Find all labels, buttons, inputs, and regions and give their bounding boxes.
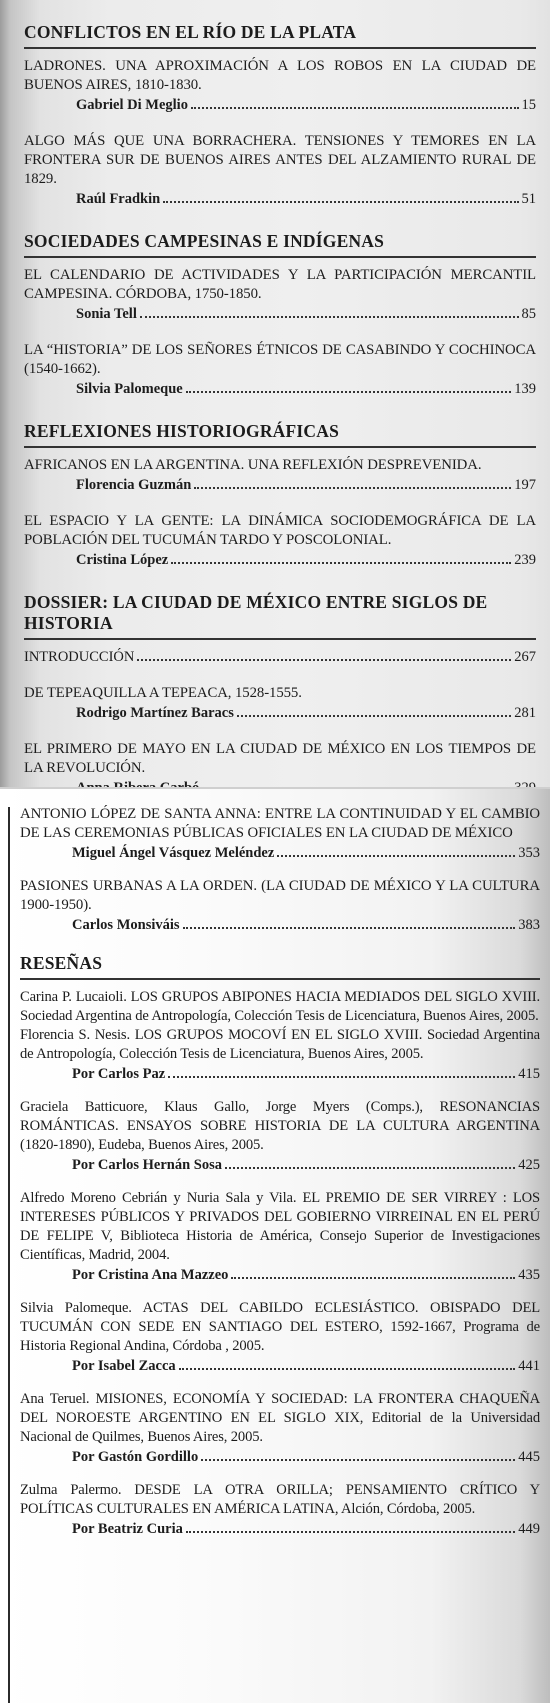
review-author: Por Gastón Gordillo — [72, 1449, 199, 1465]
toc-entry — [24, 132, 536, 209]
review-citation: Carina P. Lucaioli. LOS GRUPOS ABIPONES HACIA MEDIADOS DEL SIGLO XVIII. Sociedad Argentina de Antropología, Colección Tesis de Licenciatura, Buenos Aires, 2005. — [20, 989, 540, 1024]
entry-title: PASIONES URBANAS A LA ORDEN. (LA CIUDAD DE MÉXICO Y LA CULTURA 1900-1950). — [20, 878, 540, 913]
review-citation: Florencia S. Nesis. LOS GRUPOS MOCOVÍ EN EL SIGLO XVIII. Sociedad Argentina de Antropología, Colección Tesis de Licenciatura, Buenos Aires, 2005. — [20, 1027, 540, 1062]
entry-author: Gabriel Di Meglio — [76, 97, 188, 113]
dot-leader — [163, 201, 518, 203]
toc-page-top — [0, 0, 550, 787]
dot-leader — [231, 1277, 515, 1279]
page-number: 15 — [521, 97, 536, 113]
review-author: Por Isabel Zacca — [72, 1358, 176, 1374]
toc-entry — [24, 684, 536, 723]
review-entry — [20, 988, 540, 1084]
entry-author: Miguel Ángel Vásquez Meléndez — [72, 845, 275, 861]
toc-entry — [20, 877, 540, 935]
toc-entry — [24, 57, 536, 115]
review-citation: Alfredo Moreno Cebrián y Nuria Sala y Vila. EL PREMIO DE SER VIRREY : LOS INTERESES PÚBLICOS Y PRIVADOS DEL GOBIERNO VIRREINAL EN EL PERÚ DE FELIPE V, Biblioteca Historia de América, Consejo Superior de Investigaciones Científicas, Madrid, 2004. — [20, 1190, 540, 1263]
review-citation: Zulma Palermo. DESDE LA OTRA ORILLA; PENSAMIENTO CRÍTICO Y POLÍTICAS CULTURALES EN AMÉRICA LATINA, Alción, Córdoba, 2005. — [20, 1482, 540, 1517]
dot-leader — [179, 1368, 516, 1370]
review-citation: Ana Teruel. MISIONES, ECONOMÍA Y SOCIEDAD: LA FRONTERA CHAQUEÑA DEL NOROESTE ARGENTINO EN EL SIGLO XIX, Editorial de la Universidad Nacional de Quilmes, Buenos Aires, 2005. — [20, 1391, 540, 1445]
toc-page-bottom — [0, 787, 550, 1703]
entry-author: Sonia Tell — [76, 306, 137, 322]
toc-line — [24, 551, 536, 570]
toc-content-bottom — [20, 805, 540, 1553]
dot-leader — [277, 855, 515, 857]
page-number: 139 — [514, 381, 536, 397]
toc-entry — [24, 456, 536, 495]
entry-title: LADRONES. UNA APROXIMACIÓN A LOS ROBOS EN LA CIUDAD DE BUENOS AIRES, 1810-1830. — [24, 58, 536, 93]
page-number: 51 — [521, 191, 536, 207]
dot-leader — [201, 1459, 515, 1461]
review-citation: Graciela Batticuore, Klaus Gallo, Jorge Myers (Comps.), RESONANCIAS ROMÁNTICAS. ENSAYOS SOBRE HISTORIA DE LA CULTURA ARGENTINA (1820-1890), Eudeba, Buenos Aires, 2005. — [20, 1099, 540, 1153]
review-entry — [20, 1299, 540, 1376]
entry-title: AFRICANOS EN LA ARGENTINA. UNA REFLEXIÓN DESPREVENIDA. — [24, 457, 482, 473]
toc-section — [24, 22, 536, 209]
toc-line — [20, 1357, 540, 1376]
page-number: 239 — [514, 552, 536, 568]
toc-line — [24, 476, 536, 495]
section-title: CONFLICTOS EN EL RÍO DE LA PLATA — [24, 22, 357, 42]
toc-line — [24, 648, 536, 667]
toc-line — [24, 380, 536, 399]
entry-author: Cristina López — [76, 552, 169, 568]
section-rule — [24, 256, 536, 258]
section-rule — [24, 47, 536, 49]
page-number: 353 — [518, 845, 540, 861]
toc-line — [20, 1448, 540, 1467]
dot-leader — [171, 562, 511, 564]
entry-title: LA “HISTORIA” DE LOS SEÑORES ÉTNICOS DE CASABINDO Y COCHINOCA (1540-1662). — [24, 342, 536, 377]
review-author: Por Carlos Hernán Sosa — [72, 1157, 222, 1173]
review-entry — [20, 1390, 540, 1467]
dot-leader — [168, 1076, 515, 1078]
entry-title: EL PRIMERO DE MAYO EN LA CIUDAD DE MÉXICO EN LOS TIEMPOS DE LA REVOLUCIÓN. — [24, 741, 536, 776]
toc-line — [24, 704, 536, 723]
toc-entry — [20, 805, 540, 863]
dot-leader — [137, 659, 511, 661]
intro-label: INTRODUCCIÓN — [24, 649, 135, 665]
entry-title: EL CALENDARIO DE ACTIVIDADES Y LA PARTICIPACIÓN MERCANTIL CAMPESINA. CÓRDOBA, 1750-1850. — [24, 267, 536, 302]
toc-line — [20, 1520, 540, 1539]
review-entry — [20, 1098, 540, 1175]
dot-leader — [237, 715, 511, 717]
review-author: Por Carlos Paz — [72, 1066, 166, 1082]
review-citation: Silvia Palomeque. ACTAS DEL CABILDO ECLESIÁSTICO. OBISPADO DEL TUCUMÁN CON SEDE EN SANTIAGO DEL ESTERO, 1592-1667, Programa de Historia Regional Andina, Córdoba , 2005. — [20, 1300, 540, 1354]
reviews-section — [20, 953, 540, 1539]
section-title: RESEÑAS — [20, 953, 103, 973]
dot-leader — [225, 1167, 515, 1169]
section-rule — [20, 978, 540, 980]
page-number: 445 — [518, 1449, 540, 1465]
page-number: 281 — [514, 705, 536, 721]
entry-title: DE TEPEAQUILLA A TEPEACA, 1528-1555. — [24, 685, 302, 701]
dot-leader — [186, 1531, 515, 1533]
review-entry — [20, 1481, 540, 1539]
section-rule — [24, 638, 536, 640]
page-number: 197 — [514, 477, 536, 493]
page-number: 415 — [518, 1066, 540, 1082]
dot-leader — [194, 487, 511, 489]
toc-line — [24, 305, 536, 324]
toc-line — [20, 844, 540, 863]
entry-title: ANTONIO LÓPEZ DE SANTA ANNA: ENTRE LA CONTINUIDAD Y EL CAMBIO DE LAS CEREMONIAS PÚBLICAS OFICIALES EN LA CIUDAD DE MÉXICO — [20, 806, 540, 841]
page-number: 449 — [518, 1521, 540, 1537]
entry-author: Florencia Guzmán — [76, 477, 192, 493]
entry-author: Raúl Fradkin — [76, 191, 161, 207]
toc-entry — [24, 266, 536, 324]
toc-content-top — [24, 0, 536, 815]
entry-title: ALGO MÁS QUE UNA BORRACHERA. TENSIONES Y TEMORES EN LA FRONTERA SUR DE BUENOS AIRES ANTES DEL ALZAMIENTO RURAL DE 1829. — [24, 133, 536, 187]
dot-leader — [183, 927, 516, 929]
toc-entry — [24, 648, 536, 667]
dot-leader — [191, 107, 519, 109]
toc-line — [20, 1266, 540, 1285]
entry-author: Carlos Monsiváis — [72, 917, 180, 933]
toc-section — [24, 421, 536, 570]
toc-line — [20, 1065, 540, 1084]
page-number: 425 — [518, 1157, 540, 1173]
toc-line — [20, 1156, 540, 1175]
toc-line — [24, 96, 536, 115]
toc-line — [20, 916, 540, 935]
page-number: 85 — [521, 306, 536, 322]
page-number: 383 — [518, 917, 540, 933]
section-title: DOSSIER: LA CIUDAD DE MÉXICO ENTRE SIGLOS DE HISTORIA — [24, 592, 488, 633]
toc-section — [24, 231, 536, 399]
section-rule — [24, 446, 536, 448]
page-number: 441 — [518, 1358, 540, 1374]
dot-leader — [186, 391, 512, 393]
toc-entry — [24, 512, 536, 570]
review-entry — [20, 1189, 540, 1285]
toc-line — [24, 190, 536, 209]
review-author: Por Cristina Ana Mazzeo — [72, 1267, 229, 1283]
entry-title: EL ESPACIO Y LA GENTE: LA DINÁMICA SOCIODEMOGRÁFICA DE LA POBLACIÓN DEL TUCUMÁN TARDO Y POSCOLONIAL. — [24, 513, 536, 548]
review-author: Por Beatriz Curia — [72, 1521, 183, 1537]
entry-author: Silvia Palomeque — [76, 381, 183, 397]
toc-entry — [24, 341, 536, 399]
dot-leader — [140, 316, 519, 318]
entry-author: Rodrigo Martínez Baracs — [76, 705, 234, 721]
page-number: 267 — [514, 649, 536, 665]
section-title: REFLEXIONES HISTORIOGRÁFICAS — [24, 421, 340, 441]
section-title: SOCIEDADES CAMPESINAS E INDÍGENAS — [24, 231, 385, 251]
toc-section — [24, 592, 536, 798]
page-number: 435 — [518, 1267, 540, 1283]
